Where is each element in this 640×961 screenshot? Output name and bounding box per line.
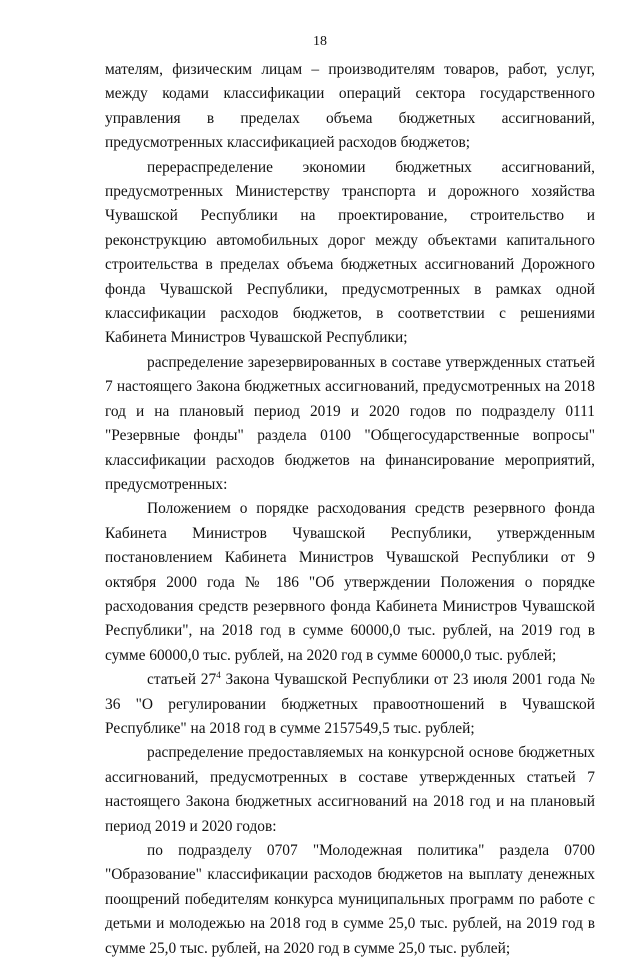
paragraph-reserved-allocations: распределение зарезервированных в составе утвержденных статьей 7 настоящего Закона бюджетных ассигнований, предусмотренных на 2018 год и на плановый период 2019 и 2020 годов по подразделу 0111 "Резервные фонды" раздела 0100 "Общегосударственные вопросы" классификации расходов бюджетов на финансирование мероприятий, предусмотренных: (105, 353, 595, 493)
paragraph-youth-policy: по подразделу 0707 "Молодежная политика" раздела 0700 "Образование" классификации расходов бюджетов на выплату денежных поощрений победителям конкурса муниципальных программ по работе с детьми и молодежью на 2018 год в сумме 25,0 тыс. рублей, на 2019 год в сумме 25,0 тыс. рублей, на 2020 год в сумме 25,0 тыс. рублей; (105, 842, 595, 957)
paragraph-competitive-allocations: распределение предоставляемых на конкурсной основе бюджетных ассигнований, предусмотренных в составе утвержденных статьей 7 настоящего Закона бюджетных ассигнований на 2018 год и на плановый период 2019 и 2020 годов: (105, 744, 595, 835)
page-number: 18 (313, 34, 327, 49)
article-reference-rest: Закона Чувашской Республики от 23 июля 2001 года № 36 "О регулировании бюджетных правоотношений в Чувашской Республике" на 2018 год в сумме 2157549,5 тыс. рублей; (105, 671, 595, 737)
paragraph-reserve-fund-regulation: Положением о порядке расходования средств резервного фонда Кабинета Министров Чувашской Республики, утвержденным постановлением Кабинета Министров Чувашской Республики от 9 октября 2000 года № 186 "Об утверждении Положения о порядке расходования средств резервного фонда Кабинета Министров Чувашской Республики", на 2018 год в сумме 60000,0 тыс. рублей, на 2019 год в сумме 60000,0 тыс. рублей, на 2020 год в сумме 60000,0 тыс. рублей; (105, 500, 595, 664)
paragraph-article-27-4 (105, 668, 595, 741)
paragraph-continuation: мателям, физическим лицам – производителям товаров, работ, услуг, между кодами классификации операций сектора государственного управления в пределах объема бюджетных ассигнований, предусмотренных классификацией расходов бюджетов; (105, 61, 595, 152)
article-superscript: 4 (216, 670, 221, 681)
paragraph-road-fund: перераспределение экономии бюджетных ассигнований, предусмотренных Министерству транспорта и дорожного хозяйства Чувашской Республики на проектирование, строительство и реконструкцию автомобильных дорог между объектами капитального строительства в пределах объема бюджетных ассигнований Дорожного фонда Чувашской Республики, предусмотренных в рамках одной классификации расходов бюджетов, в соответствии с решениями Кабинета Министров Чувашской Республики; (105, 158, 595, 347)
document-body (105, 58, 595, 961)
article-reference: статьей 27 (147, 671, 217, 689)
